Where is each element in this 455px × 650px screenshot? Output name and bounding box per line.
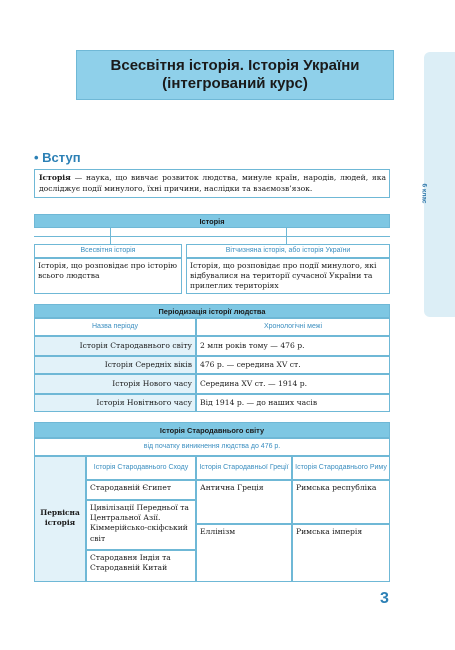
- title-line-2: (інтегрований курс): [162, 75, 308, 92]
- period-name: Історія Середніх віків: [34, 356, 196, 374]
- definition-term: Історія: [39, 173, 71, 182]
- ancient-header: Історія Стародавнього світу: [34, 422, 390, 438]
- side-tab: [424, 52, 455, 317]
- period-range: Від 1914 р. — до наших часів: [196, 394, 390, 412]
- national-history-label: Вітчизняна історія, або історія України: [186, 244, 390, 258]
- rome-item: Римська імперія: [292, 524, 390, 582]
- periodization-header: Періодизація історії людства: [34, 304, 390, 318]
- greece-item: Антична Греція: [196, 480, 292, 524]
- world-history-label: Всесвітня історія: [34, 244, 182, 258]
- page-number: 3: [380, 590, 389, 607]
- history-header: Історія: [34, 214, 390, 228]
- national-history-desc: Історія, що розповідає про події минулого, які відбувалися на території сучасної України та прилеглих територіях: [186, 258, 390, 294]
- ancient-subheader: від початку виникнення людства до 476 р.: [34, 438, 390, 456]
- col-ancient-greece: Історія Стародавньої Греції: [196, 456, 292, 480]
- definition-text: — наука, що вивчає розвиток людства, минуле країн, народів, людей, яка досліджує події минулого, їхні причини, наслідки та взаємозв’язок.: [39, 173, 386, 193]
- period-range: 2 млн років тому — 476 р.: [196, 336, 390, 356]
- col-chronology: Хронологічні межі: [196, 318, 390, 336]
- section-heading: • Вступ: [34, 150, 81, 165]
- period-name: Історія Стародавнього світу: [34, 336, 196, 356]
- east-item: Стародавній Єгипет: [86, 480, 196, 500]
- col-period-name: Назва періоду: [34, 318, 196, 336]
- period-name: Історія Новітнього часу: [34, 394, 196, 412]
- col-ancient-rome: Історія Стародавнього Риму: [292, 456, 390, 480]
- east-item: Цивілізації Передньої та Центральної Азії. Кіммерійсько-скіфський світ: [86, 500, 196, 550]
- period-name: Історія Нового часу: [34, 374, 196, 394]
- east-item: Стародавня Індія та Стародавній Китай: [86, 550, 196, 582]
- primitive-history-label: Первісна історія: [40, 507, 80, 527]
- definition-box: [34, 169, 390, 198]
- grade-label: 6 клас: [420, 183, 428, 204]
- period-range: Середина XV ст. — 1914 р.: [196, 374, 390, 394]
- rome-item: Римська республіка: [292, 480, 390, 524]
- world-history-desc: Історія, що розповідає про історію всього людства: [34, 258, 182, 294]
- title-line-1: Всесвітня історія. Історія України: [110, 57, 360, 74]
- period-range: 476 р. — середина XV ст.: [196, 356, 390, 374]
- greece-item: Еллінізм: [196, 524, 292, 582]
- col-ancient-east: Історія Стародавнього Сходу: [86, 456, 196, 480]
- connector-line: [34, 236, 390, 237]
- title-banner: [76, 50, 394, 100]
